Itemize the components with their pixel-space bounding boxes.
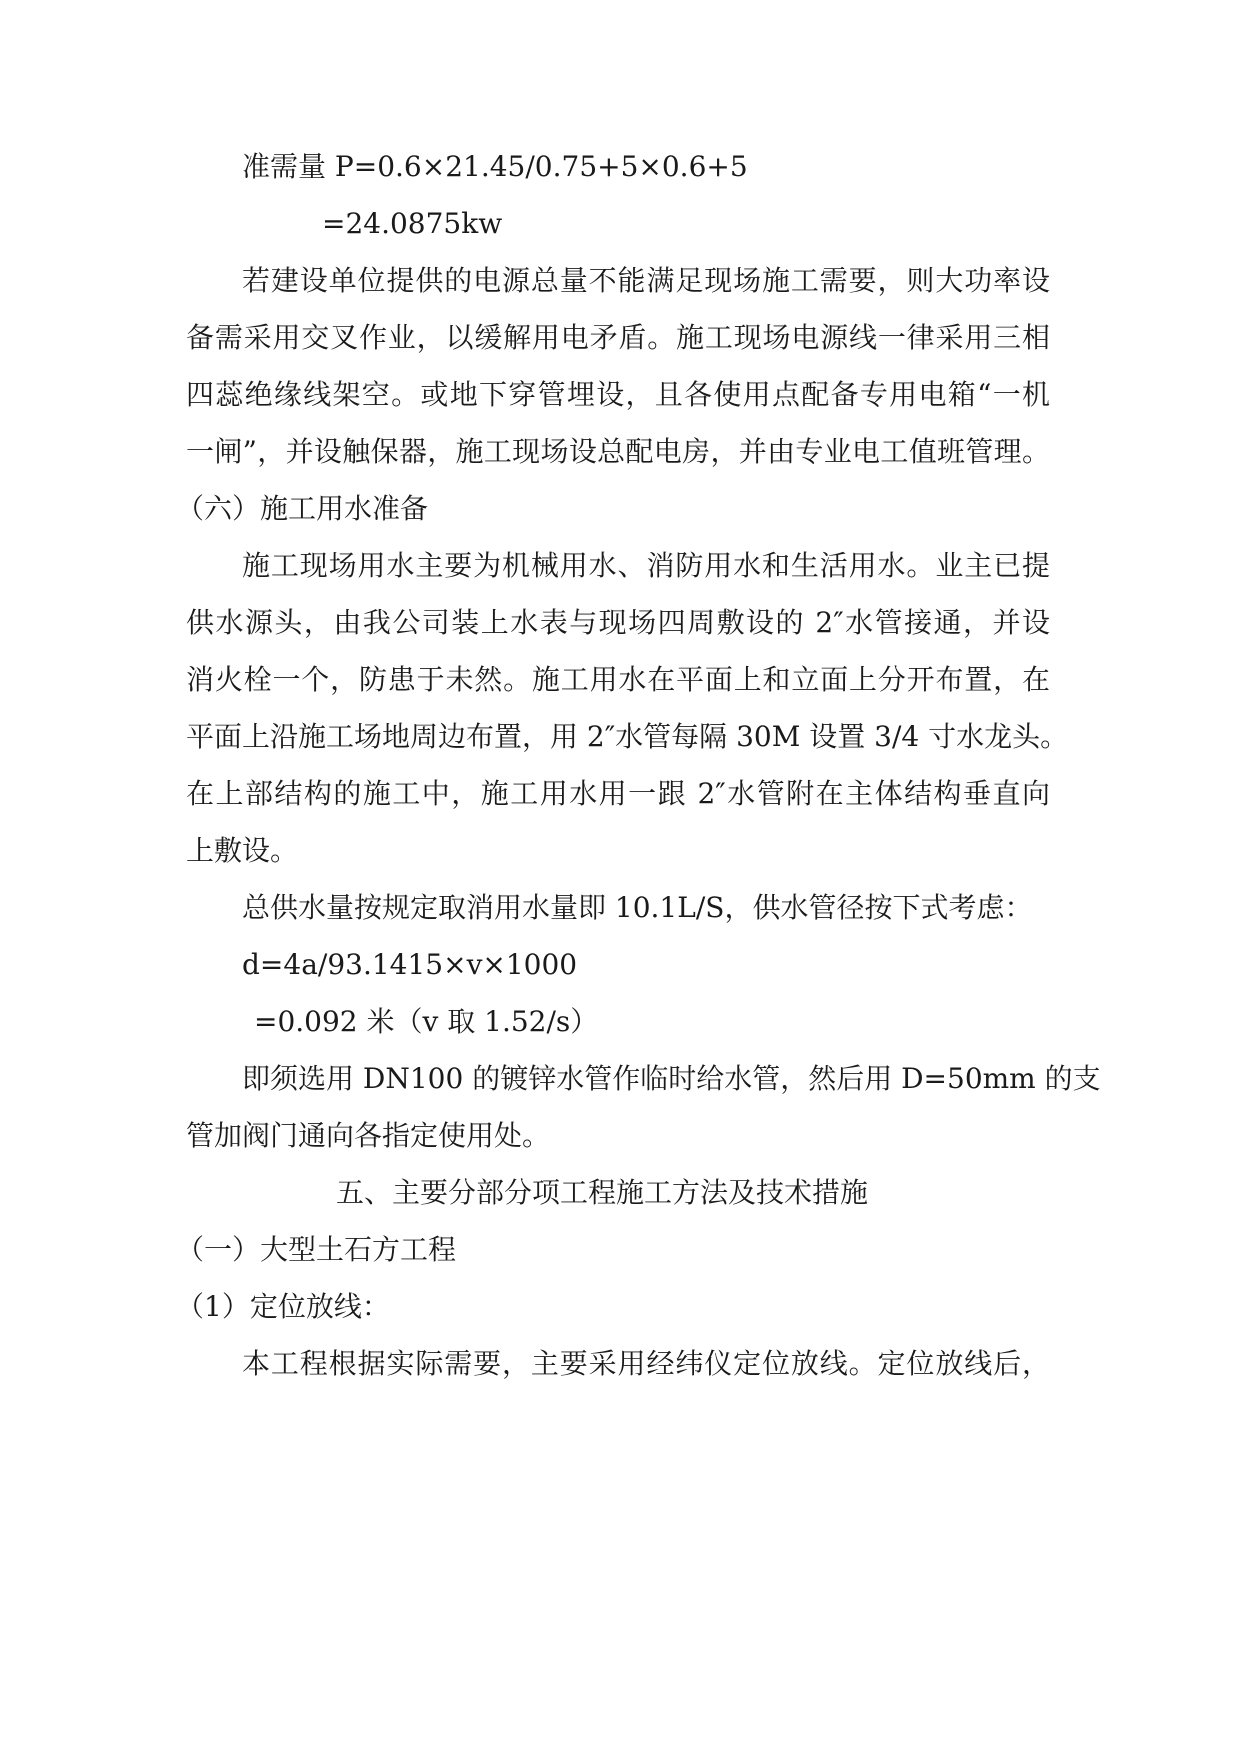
- paragraph-line: 一闸”，并设触保器，施工现场设总配电房，并由专业电工值班管理。: [186, 435, 1050, 468]
- formula-power-demand: 准需量 P=0.6×21.45/0.75+5×0.6+5: [242, 150, 748, 183]
- paragraph-line: 若建设单位提供的电源总量不能满足现场施工需要，则大功率设: [242, 264, 1050, 297]
- paragraph-line: 管加阀门通向各指定使用处。: [186, 1119, 551, 1152]
- paragraph-line: 备需采用交叉作业，以缓解用电矛盾。施工现场电源线一律采用三相: [186, 321, 1050, 354]
- paragraph-line: 施工现场用水主要为机械用水、消防用水和生活用水。业主已提: [242, 549, 1050, 582]
- paragraph-line: 上敷设。: [186, 834, 299, 867]
- paragraph-line: 消火栓一个，防患于未然。施工用水在平面上和立面上分开布置，在: [186, 663, 1050, 696]
- paragraph-line: 即须选用 DN100 的镀锌水管作临时给水管，然后用 D=50mm 的支: [242, 1062, 1101, 1095]
- chapter-heading: 五、主要分部分项工程施工方法及技术措施: [336, 1176, 869, 1209]
- paragraph-line: 平面上沿施工场地周边布置，用 2″水管每隔 30M 设置 3/4 寸水龙头。: [186, 720, 1069, 753]
- subsection-heading: （1）定位放线：: [176, 1290, 390, 1323]
- paragraph-line: 本工程根据实际需要，主要采用经纬仪定位放线。定位放线后，: [242, 1347, 1050, 1380]
- formula-pipe-result: =0.092 米（v 取 1.52/s）: [254, 1005, 599, 1038]
- formula-power-result: =24.0875kw: [322, 207, 503, 240]
- section-heading: （一）大型土石方工程: [176, 1233, 457, 1266]
- section-heading: （六）施工用水准备: [176, 492, 429, 525]
- paragraph-line: 在上部结构的施工中，施工用水用一跟 2″水管附在主体结构垂直向: [186, 777, 1050, 810]
- paragraph-line: 四蕊绝缘线架空。或地下穿管埋设，且各使用点配备专用电箱“一机: [186, 378, 1050, 411]
- formula-pipe-diameter: d=4a/93.1415×v×1000: [242, 948, 578, 981]
- paragraph-line: 供水源头，由我公司装上水表与现场四周敷设的 2″水管接通，并设: [186, 606, 1050, 639]
- paragraph-line: 总供水量按规定取消用水量即 10.1L/S，供水管径按下式考虑：: [242, 891, 1033, 924]
